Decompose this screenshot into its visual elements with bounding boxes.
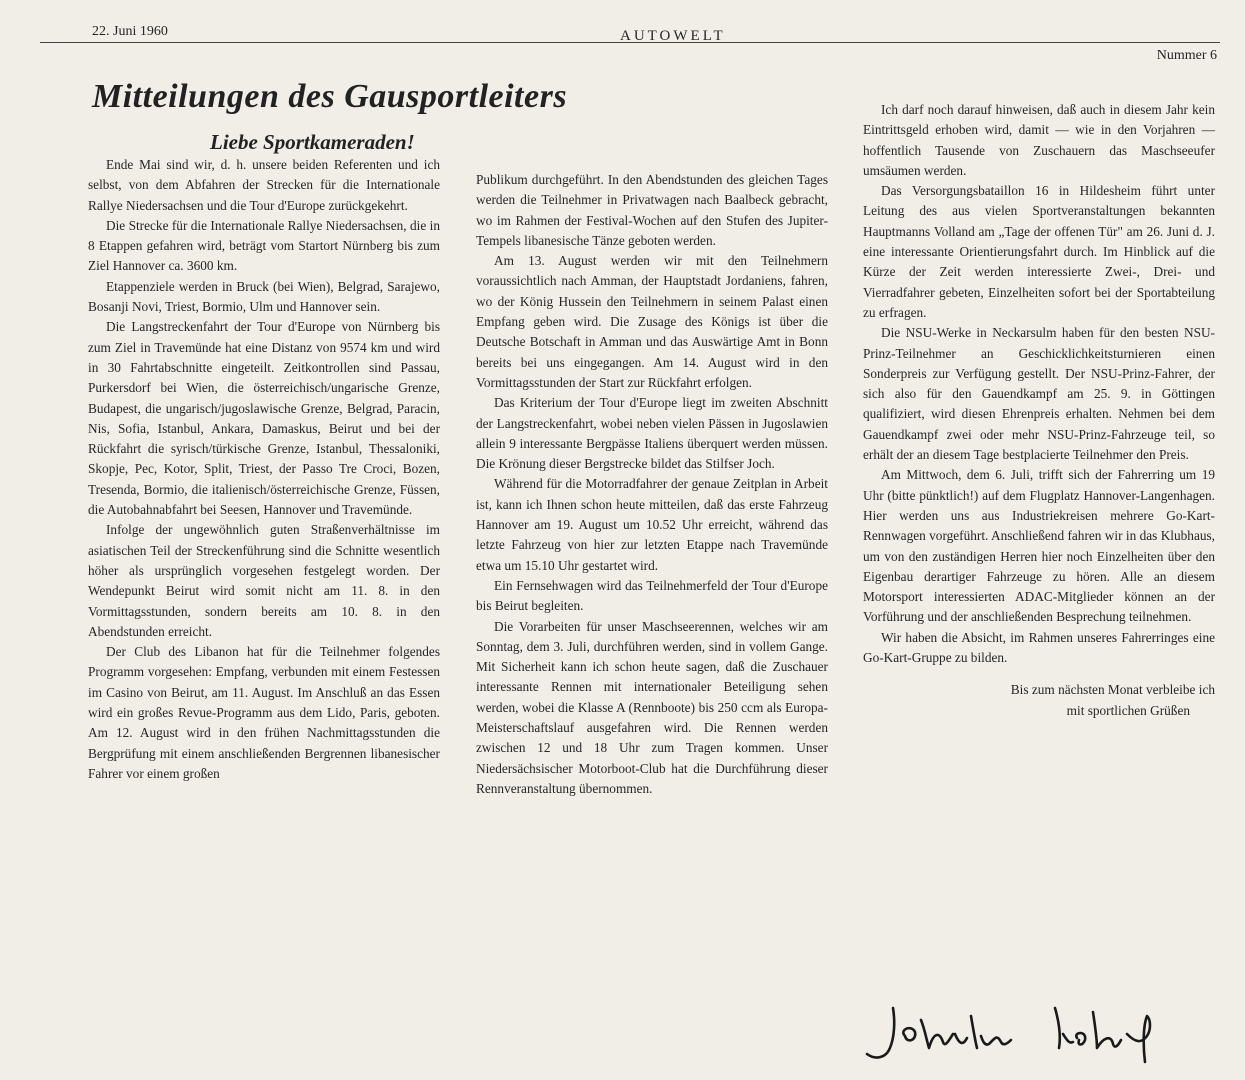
paragraph: Das Kriterium der Tour d'Europe liegt im zweiten Abschnitt der Langstreckenfahrt, wobei neben vielen Pässen in Jugoslawien allein 9 interessante Bergpässe Italiens überquert werden müssen. Die Krönung dieser Bergstrecke bildet das Stilfser Joch. bbox=[476, 395, 828, 472]
paragraph: Die NSU-Werke in Neckarsulm haben für den besten NSU-Prinz-Teilnehmer an Geschicklichkeitsturnieren einen Sonderpreis zur Verfügung gestellt. Der NSU-Prinz-Fahrer, der sich also für den Gauendkampf am 25. 9. in Göttingen qualifiziert, wird diesen Ehrenpreis erhalten. Nehmen bei dem Gauendkampf zwei oder mehr NSU-Prinz-Fahrzeuge teil, so erhält der an diesem Tage bestplacierte Teilnehmer den Preis. bbox=[863, 325, 1215, 463]
paragraph: Etappenziele werden in Bruck (bei Wien), Belgrad, Sarajewo, Bosanji Novi, Triest, Bormio, Ulm und Hannover sein. bbox=[88, 278, 440, 315]
article-column-1 bbox=[88, 155, 440, 784]
issue-date: 22. Juni 1960 bbox=[92, 24, 168, 39]
issue-number: Nummer 6 bbox=[1156, 48, 1217, 63]
paragraph: Ein Fernsehwagen wird das Teilnehmerfeld der Tour d'Europe bis Beirut begleiten. bbox=[476, 577, 828, 614]
signature-text: Joachim Lichy bbox=[855, 990, 861, 991]
signature bbox=[855, 990, 1215, 1070]
paragraph: Am 13. August werden wir mit den Teilnehmern voraussichtlich nach Amman, der Hauptstadt Jordaniens, fahren, wo der König Hussein den Teilnehmern in seinem Palast einen Empfang geben wird. Die Zusage des Königs ist über die Deutsche Botschaft in Amman und das Auswärtige Amt in Bonn bereits bei uns eingegangen. Am 14. August wird in den Vormittagsstunden der Start zur Rückfahrt erfolgen. bbox=[476, 253, 828, 390]
article-column-3 bbox=[863, 100, 1215, 721]
paragraph: Am Mittwoch, dem 6. Juli, trifft sich der Fahrerring um 19 Uhr (bitte pünktlich!) auf dem Flugplatz Hannover-Langenhagen. Hier werden uns aus Industriekreisen mehrere Go-Kart-Rennwagen vorgeführt. Anschließend fahren wir in das Klubhaus, um von den zuständigen Herren hier noch Einzelheiten über den Eigenbau derartiger Fahrzeuge zu hören. Alle an diesem Motorsport interessierten ADAC-Mitglieder können an der Vorführung und der anschließenden Besprechung teilnehmen. bbox=[863, 467, 1215, 625]
greeting-line: mit sportlichen Grüßen bbox=[1066, 702, 1190, 718]
article-column-2 bbox=[476, 170, 828, 799]
header-rule bbox=[40, 42, 1220, 43]
paragraph: Die Vorarbeiten für unser Maschseerennen, welches wir am Sonntag, dem 3. Juli, durchführen werden, sind in vollem Gange. Mit Sicherheit kann ich schon heute sagen, daß die Zuschauer interessante Rennen mit internationaler Beteiligung sehen werden, wobei die Klasse A (Rennboote) bis 250 ccm als Europa-Meisterschaftslauf ausgefahren wird. Die Rennen werden zwischen 12 und 18 Uhr zum Tragen kommen. Unser Niedersächsischer Motorboot-Club hat die Durchführung dieser Rennveranstaltung übernommen. bbox=[476, 618, 828, 796]
paragraph: Das Versorgungsbataillon 16 in Hildesheim führt unter Leitung des aus vielen Sportveranstaltungen bekannten Hauptmanns Volland am „Tage der offenen Tür" am 26. Juni d. J. eine interessante Orientierungsfahrt durch. Im Hinblick auf die Kürze der Zeit werden interessierte Zwei-, Drei- und Vierradfahrer gebeten, Einzelheiten sofort bei der Sportabteilung zu erfragen. bbox=[863, 183, 1215, 320]
paragraph: Der Club des Libanon hat für die Teilnehmer folgendes Programm vorgesehen: Empfang, verbunden mit einem Festessen im Casino von Beirut, am 11. August. Im Anschluß an das Essen wird ein großes Revue-Programm aus dem Lido, Paris, geboten. Am 12. August wird in den frühen Nachmittagsstunden die Bergprüfung mit einem anschließenden Bergrennen libanesischer Fahrer vor einem großen bbox=[88, 644, 440, 781]
paragraph: Ich darf noch darauf hinweisen, daß auch in diesem Jahr kein Eintrittsgeld erhoben wird, damit — wie in den Vorjahren — hoffentlich Tausende von Zuschauern das Maschseeufer umsäumen werden. bbox=[863, 102, 1215, 178]
publication-title: AUTOWELT bbox=[620, 28, 726, 44]
paragraph: Während für die Motorradfahrer der genaue Zeitplan in Arbeit ist, kann ich Ihnen schon heute mitteilen, daß das erste Fahrzeug Hannover am 19. August um 10.52 Uhr erreicht, während das letzte Fahrzeug von hier zur letzten Etappe nach Travemünde etwa um 15.10 Uhr gestartet wird. bbox=[476, 476, 828, 573]
article-salutation: Liebe Sportkameraden! bbox=[210, 130, 415, 154]
paragraph: Die Strecke für die Internationale Rallye Niedersachsen, die in 8 Etappen gefahren wird, beträgt vom Startort Nürnberg bis zum Ziel Hannover ca. 3600 km. bbox=[88, 217, 440, 274]
paragraph: Die Langstreckenfahrt der Tour d'Europe von Nürnberg bis zum Ziel in Travemünde hat eine Distanz von 9574 km und wird in 30 Fahrtabschnitte eingeteilt. Zeitkontrollen sind Passau, Purkersdorf bei Wien, die österreichisch/ungarische Grenze, Budapest, die ungarisch/jugoslawische Grenze, Belgrad, Paracin, Nis, Sofia, Istanbul, Ankara, Damaskus, Beirut und bei der Rückfahrt die syrisch/türkische Grenze, Istanbul, Thessaloniki, Skopje, Pec, Kotor, Split, Triest, der Passo Tre Croci, Bozen, Tresenda, Bormio, die italienisch/österreichische Grenze, Füssen, die Autobahnabfahrt bei Seesen, Hannover und Travemünde. bbox=[88, 319, 440, 518]
paragraph: Publikum durchgeführt. In den Abendstunden des gleichen Tages werden die Teilnehmer in Privatwagen nach Baalbeck gebracht, wo im Rahmen der Festival-Wochen auf den Stufen des Jupiter-Tempels libanesische Tänze geboten werden. bbox=[476, 172, 828, 248]
paragraph: Wir haben die Absicht, im Rahmen unseres Fahrerringes eine Go-Kart-Gruppe zu bilden. bbox=[863, 629, 1215, 666]
closing-line: Bis zum nächsten Monat verbleibe ich bbox=[1010, 682, 1215, 698]
paragraph: Infolge der ungewöhnlich guten Straßenverhältnisse im asiatischen Teil der Streckenführung sind die Schnitte wesentlich höher als ursprünglich vorgesehen festgelegt worden. Der Wendepunkt Beirut wird somit nicht am 11. 8. in den Vormittagsstunden, sondern bereits am 10. 8. in den Abendstunden erreicht. bbox=[88, 522, 440, 639]
paragraph: Ende Mai sind wir, d. h. unsere beiden Referenten und ich selbst, von dem Abfahren der Strecken für die Internationale Rallye Niedersachsen und die Tour d'Europe zurückgekehrt. bbox=[88, 157, 440, 213]
article-headline: Mitteilungen des Gausportleiters bbox=[92, 78, 568, 115]
